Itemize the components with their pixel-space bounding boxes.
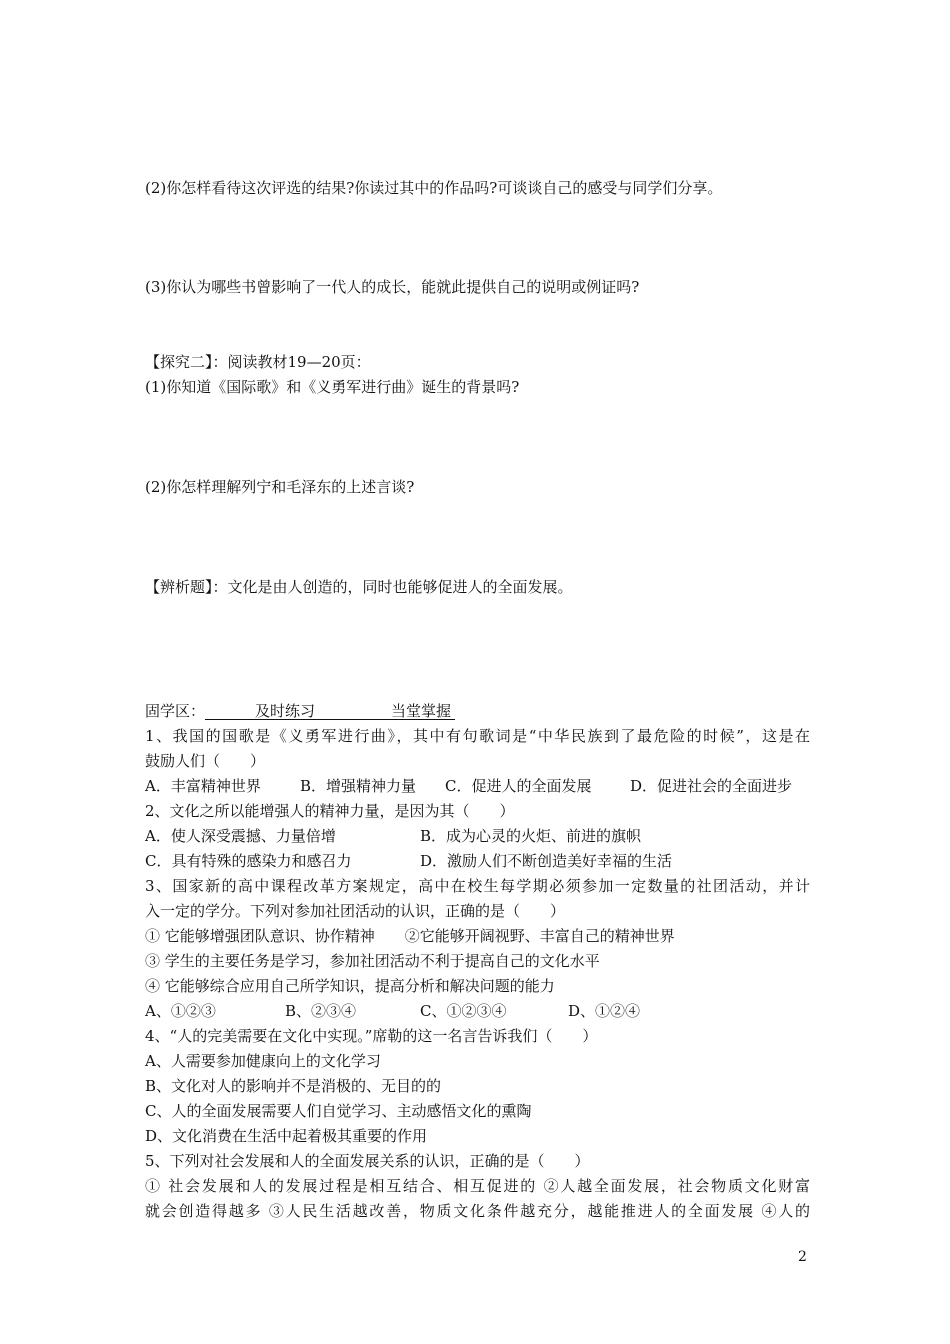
q4-stem: 4、“人的完美需要在文化中实现。”席勒的这一名言告诉我们（ ） <box>145 1027 598 1045</box>
guxue-underline-2 <box>325 703 455 720</box>
q5-statements-line2: 就会创造得越多 ③人民生活越改善，物质文化条件越充分，越能推进人的全面发展 ④人的 <box>145 1202 810 1220</box>
q4-option-c: C、人的全面发展需要人们自觉学习、主动感悟文化的熏陶 <box>145 1102 532 1120</box>
q1-option-a: A．丰富精神世界 <box>145 777 261 795</box>
q3-stem-line2: 入一定的学分。下列对参加社团活动的认识，正确的是（ ） <box>145 902 566 920</box>
guxue-underline-text-2: 当堂掌握 <box>391 702 452 720</box>
q1-option-d: D．促进社会的全面进步 <box>630 777 793 795</box>
q2-stem: 2、文化之所以能增强人的精神力量，是因为其（ ） <box>145 802 515 820</box>
tanjiu2-question-2: (2)你怎样理解列宁和毛泽东的上述言谈? <box>145 478 415 496</box>
q3-statement-3: ③ 学生的主要任务是学习，参加社团活动不利于提高自己的文化水平 <box>145 952 600 970</box>
tanjiu2-heading: 【探究二】：阅读教材19—20页： <box>145 353 371 371</box>
tanjiu2-question-1: (1)你知道《国际歌》和《义勇军进行曲》诞生的背景吗? <box>145 378 520 396</box>
q3-option-c: C、①②③④ <box>420 1002 507 1020</box>
q4-option-d: D、文化消费在生活中起着极其重要的作用 <box>145 1127 428 1145</box>
q3-options <box>145 1001 810 1021</box>
q3-statement-1-2: ① 它能够增强团队意识、协作精神 ②它能够开阔视野、丰富自己的精神世界 <box>145 927 675 945</box>
q2-option-b: B．成为心灵的火炬、前进的旗帜 <box>420 827 642 845</box>
q3-option-b: B、②③④ <box>285 1002 357 1020</box>
q3-option-d: D、①②④ <box>568 1002 641 1020</box>
q3-option-a: A、①②③ <box>145 1002 216 1020</box>
q1-options <box>145 776 810 796</box>
tanjiu1-question-3: (3)你认为哪些书曾影响了一代人的成长，能就此提供自己的说明或例证吗? <box>145 278 640 296</box>
q2-options-row2 <box>145 851 810 871</box>
q4-option-b: B、文化对人的影响并不是消极的、无目的的 <box>145 1077 442 1095</box>
guxue-underline-1 <box>205 703 325 720</box>
q1-stem-line2: 鼓励人们（ ） <box>145 752 266 770</box>
q2-options-row1 <box>145 826 810 846</box>
q3-stem-line1: 3、国家新的高中课程改革方案规定，高中在校生每学期必须参加一定数量的社团活动，并计 <box>145 877 810 895</box>
q5-statements-line1: ① 社会发展和人的发展过程是相互结合、相互促进的 ②人越全面发展，社会物质文化财富 <box>145 1177 810 1195</box>
q3-statement-4: ④ 它能够综合应用自己所学知识，提高分析和解决问题的能力 <box>145 977 555 995</box>
q1-option-c: C．促进人的全面发展 <box>445 777 592 795</box>
guxue-label: 固学区： <box>145 702 206 720</box>
q2-option-c: C．具有特殊的感染力和感召力 <box>145 852 352 870</box>
q5-stem: 5、下列对社会发展和人的全面发展关系的认识，正确的是（ ） <box>145 1152 590 1170</box>
bianxi-question: 【辨析题】：文化是由人创造的，同时也能够促进人的全面发展。 <box>145 578 573 596</box>
q1-stem-line1: 1、我国的国歌是《义勇军进行曲》，其中有句歌词是“中华民族到了最危险的时候”，这是在 <box>145 727 810 745</box>
q1-option-b: B．增强精神力量 <box>300 777 417 795</box>
guxue-heading <box>145 701 810 721</box>
page-number: 2 <box>798 1249 807 1265</box>
q2-option-d: D．激励人们不断创造美好幸福的生活 <box>420 852 673 870</box>
tanjiu1-question-2: (2)你怎样看待这次评选的结果?你读过其中的作品吗?可谈谈自己的感受与同学们分享。 <box>145 179 723 197</box>
q4-option-a: A、人需要参加健康向上的文化学习 <box>145 1052 381 1070</box>
q2-option-a: A．使人深受震撼、力量倍增 <box>145 827 336 845</box>
guxue-underline-text-1: 及时练习 <box>255 702 316 720</box>
